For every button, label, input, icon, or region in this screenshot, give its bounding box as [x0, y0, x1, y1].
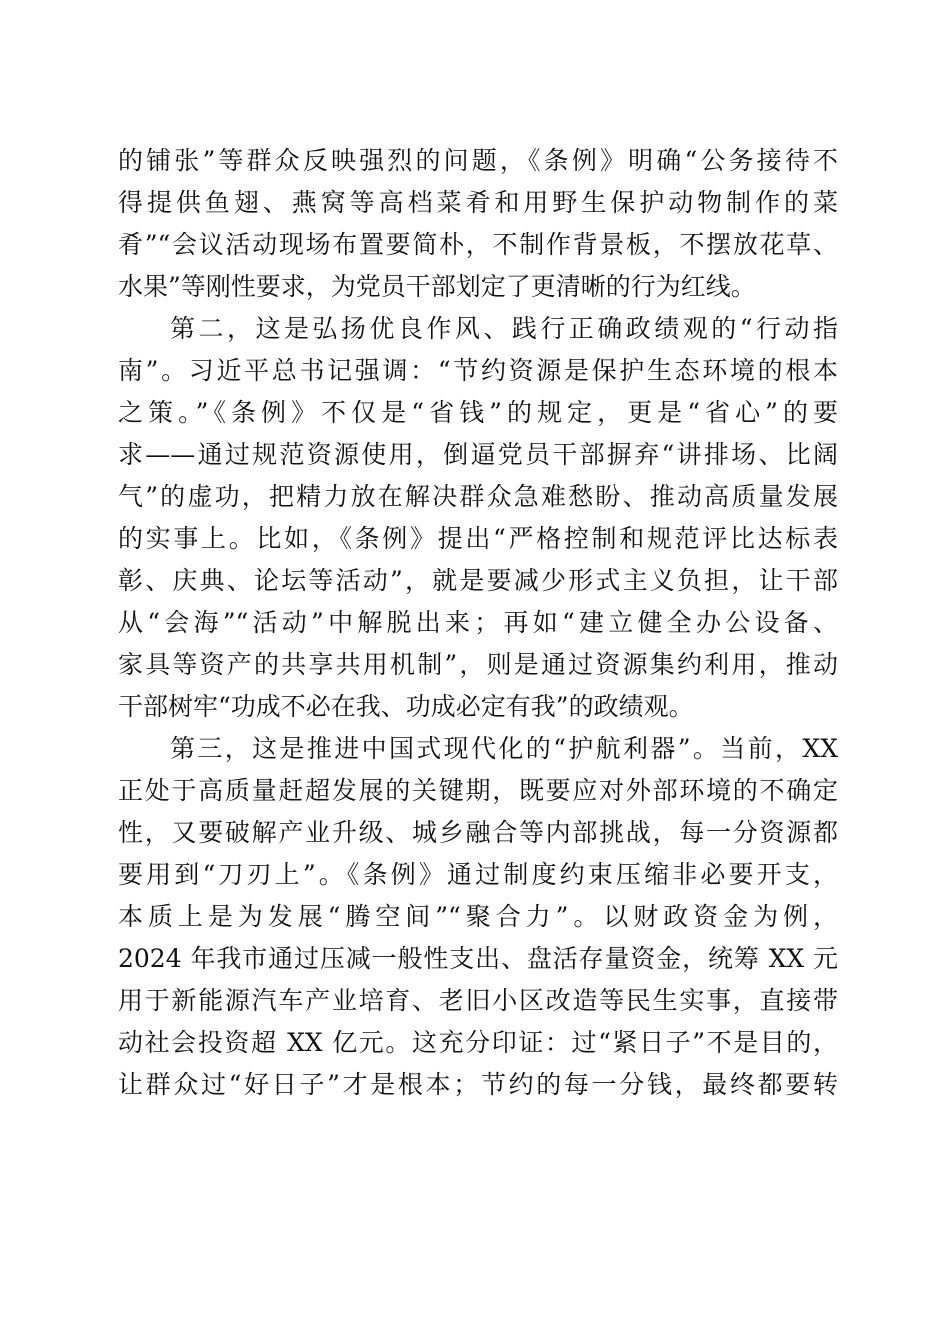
text-line: 第二，这是弘扬优良作风、践行正确政绩观的“行动指 — [170, 314, 838, 343]
text-line: 干部树牢“功成不必在我、功成必定有我”的政绩观。 — [118, 692, 694, 721]
body-text — [118, 140, 838, 1106]
text-line: 气”的虚功，把精力放在解决群众急难愁盼、推动高质量发展 — [118, 482, 838, 511]
text-line: 得提供鱼翅、燕窝等高档菜肴和用野生保护动物制作的菜 — [118, 188, 838, 217]
text-line: 动社会投资超 XX 亿元。这充分印证：过“紧日子”不是目的， — [118, 1028, 838, 1057]
text-line: 之策。”《条例》不仅是“省钱”的规定，更是“省心”的要 — [118, 398, 838, 427]
text-line: 的实事上。比如，《条例》提出“严格控制和规范评比达标表 — [118, 524, 838, 553]
text-line: 南”。习近平总书记强调：“节约资源是保护生态环境的根本 — [118, 356, 838, 385]
text-line: 从“会海”“活动”中解脱出来；再如“建立健全办公设备、 — [118, 608, 838, 637]
text-line: 的铺张”等群众反映强烈的问题，《条例》明确“公务接待不 — [118, 146, 838, 175]
text-line: 求——通过规范资源使用，倒逼党员干部摒弃“讲排场、比阔 — [118, 440, 838, 469]
text-line: 2024 年我市通过压减一般性支出、盘活存量资金，统筹 XX 元 — [118, 944, 838, 973]
text-line: 让群众过“好日子”才是根本；节约的每一分钱，最终都要转 — [118, 1070, 838, 1099]
text-line: 要用到“刀刃上”。《条例》通过制度约束压缩非必要开支， — [118, 860, 838, 889]
text-line: 水果”等刚性要求，为党员干部划定了更清晰的行为红线。 — [118, 272, 756, 301]
text-line: 家具等资产的共享共用机制”，则是通过资源集约利用，推动 — [118, 650, 838, 679]
text-line: 彰、庆典、论坛等活动”，就是要减少形式主义负担，让干部 — [118, 566, 838, 595]
text-line: 用于新能源汽车产业培育、老旧小区改造等民生实事，直接带 — [118, 986, 838, 1015]
text-line: 第三，这是推进中国式现代化的“护航利器”。当前，XX — [170, 734, 838, 763]
text-line: 正处于高质量赶超发展的关键期，既要应对外部环境的不确定 — [118, 776, 838, 805]
text-line: 本质上是为发展“腾空间”“聚合力”。以财政资金为例， — [118, 902, 838, 931]
text-line: 肴”“会议活动现场布置要简朴，不制作背景板，不摆放花草、 — [118, 230, 838, 259]
text-line: 性，又要破解产业升级、城乡融合等内部挑战，每一分资源都 — [118, 818, 838, 847]
